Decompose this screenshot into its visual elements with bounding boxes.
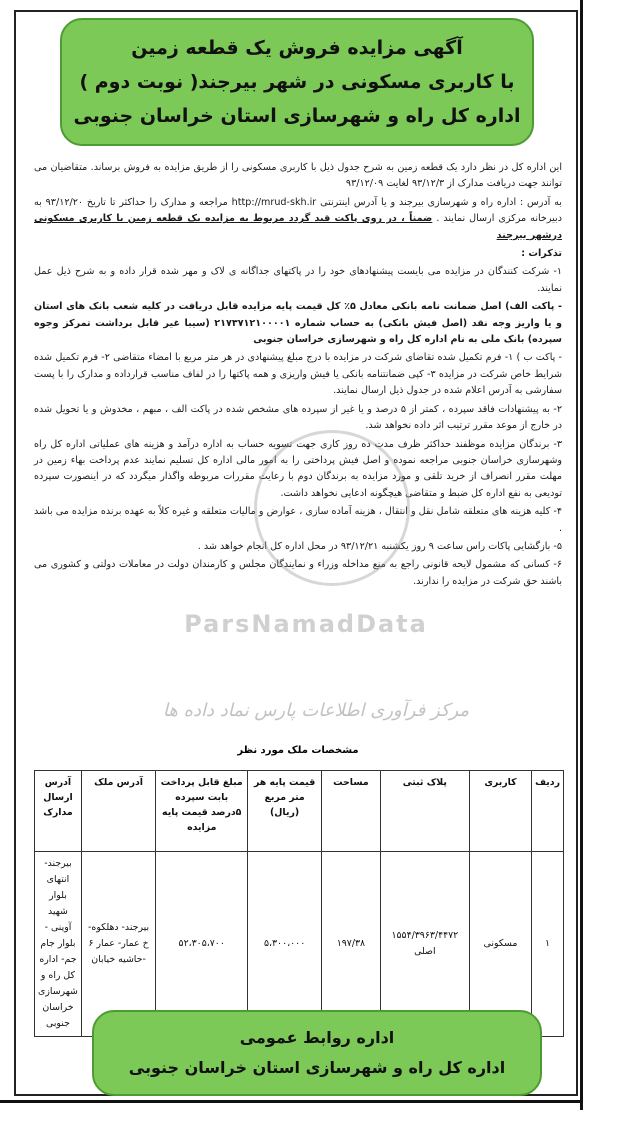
announcement-frame [14,10,578,1096]
footer-banner [92,1010,542,1096]
header-base-price: قیمت پایه هر متر مربع (ریال) [248,771,322,852]
header-deposit: مبلغ قابل پرداخت بابت سپرده ۵درصد قیمت پایه مزایده [156,771,248,852]
header-title-line1: آگهی مزایده فروش یک قطعه زمین [131,37,463,59]
notes-title: تذکرات : [521,248,562,260]
note-6: ۶- کسانی که مشمول لایحه قانونی راجع به منع مداخله وزراء و نمایندگان مجلس و کارمندان دولت در معاملات دولتی و کشوری می باشند حق شرکت در مزایده را ندارند. [34,559,562,587]
bottom-border-line [0,1100,583,1103]
table-title: مشخصات ملک مورد نظر [237,745,359,756]
footer-line2: اداره کل راه و شهرسازی استان خراسان جنوبی [128,1058,506,1077]
note-envelope-b: - پاکت ب ) ۱- فرم تکمیل شده تقاضای شرکت در مزایده با درج مبلغ پیشنهادی در هر متر مربع با امضاء متقاضی ۲- فرم تکمیل شده شرایط خاص شرکت در مزایده ۳- کپی ضمانتنامه بانکی یا فیش واریزی و همه پاکتها را در لفاف مناسب قرارداده و مدارک را با پست سفارشی به آدرس اعلام شده در جدول ذیل ارسال نمایند. [34,352,562,397]
note-envelope-a: - پاکت الف) اصل ضمانت نامه بانکی معادل ۵٪ کل قیمت پایه مزایده قابل دریافت در کلیه شعب بانک های استان و یا واریز وجه نقد (اصل فیش بانکی) به حساب شماره ۲۱۷۳۷۱۲۱۰۰۰۰۱ (سیبا غیر قابل برداشت تمرکز وجوه سپرده) بانک ملی به نام اداره کل راه و شهرسازی خراسان جنوبی [34,301,562,346]
note-1: ۱- شرکت کنندگان در مزایده می بایست پیشنهادهای خود را در پاکتهای جداگانه ی لاک و مهر شده قرار داده و به شرح ذیل عمل نمایند. [34,266,562,294]
header-registration-plate: پلاک ثبتی [380,771,469,852]
cell-deposit: ۵۲،۳۰۵،۷۰۰ [156,852,248,1037]
header-property-address: آدرس ملک [81,771,155,852]
note-3: ۳- برندگان مزایده موظفند حداکثر ظرف مدت ده روز کاری جهت تسویه حساب به اداره درآمد و هزینه های عملیاتی اداره کل راه وشهرسازی خراسان جنوبی مراجعه نموده و اصل فیش پرداختی را به امور مالی اداره کل تسلیم نمایند عدم پرداخت بهاء زمین در مهلت مقرر انصراف از خرید تلقی و مورد مزایده به برندگان دوم با رعایت مقررات مربوطه واگذار میگردد که در اینصورت سپرده تودیعی به نفع اداره کل ضبط و متقاضی هیچگونه ادعایی نخواهد داشت. [34,438,562,499]
header-usage: کاربری [469,771,531,852]
envelope-note: ضمناً ، در روی پاکت قید گردد مربوط به مزایده یک قطعه زمین با کاربری مسکونی درشهر بیرجند [34,213,562,241]
footer-line1: اداره روابط عمومی [239,1028,395,1047]
table-row [35,852,564,1037]
note-4: ۴- کلیه هزینه های متعلقه شامل نقل و انتقال ، هزینه آماده سازی ، عوارض و مالیات متعلقه و غیره کلاً به عهده برنده مزایده می باشد . [34,506,562,534]
cell-row-number: ۱ [532,852,564,1037]
header-title-line2: با کاربری مسکونی در شهر بیرجند( نوبت دوم ) [79,71,515,93]
watermark-text: ParsNamadData [184,610,428,638]
right-border-line [580,0,583,1110]
intro-paragraph: این اداره کل در نظر دارد یک قطعه زمین به شرح جدول ذیل با کاربری مسکونی را از طریق مزایده به فروش برساند. متقاضیان می توانند جهت دریافت مدارک از ۹۳/۱۲/۳ لغایت ۹۳/۱۲/۰۹ [34,162,562,190]
website-link[interactable]: http://mrud-skh.ir [231,196,317,208]
cell-registration-plate: ۱۵۵۴/۳۹۶۳/۴۴۷۲ اصلی [380,852,469,1037]
address-text: به آدرس : اداره راه و شهرسازی بیرجند و یا آدرس اینترنتی [320,196,562,208]
header-document-address: آدرس ارسال مدارک [35,771,82,852]
note-5: ۵- بازگشایی پاکات راس ساعت ۹ روز یکشنبه ۹۳/۱۲/۲۱ در محل اداره کل انجام خواهد شد . [197,540,562,552]
cell-property-address: بیرجند- دهلکوه- خ عمار- عمار ۶ -حاشیه خیابان [81,852,155,1037]
cell-area: ۱۹۷/۳۸ [321,852,380,1037]
table-header-row [35,771,564,852]
watermark-subtext: مرکز فرآوری اطلاعات پارس نماد داده ها [162,700,470,721]
header-banner [60,18,534,146]
cell-document-address: بیرجند- انتهای بلوار شهید آوینی - بلوار جام جم- اداره کل راه و شهرسازی خراسان جنوبی [35,852,82,1037]
stamp-watermark [254,430,410,586]
header-area: مساحت [321,771,380,852]
header-row-number: ردیف [532,771,564,852]
note-2: ۲- به پیشنهادات فاقد سپرده ، کمتر از ۵ درصد و یا غیر از سپرده های مشخص شده در پاکت الف ، مبهم ، مخدوش و یا تحویل شده در خارج از موعد مقرر ترتیب اثر داده نخواهد شد. [34,403,562,432]
property-table [34,770,564,1037]
address-paragraph [34,195,562,244]
deadline-text: مراجعه و مدارک را حداکثر تا تاریخ ۹۳/۱۲/۲۰ به دبیرخانه مرکزی ارسال نمایند . [34,196,562,225]
cell-base-price: ۵،۳۰۰،۰۰۰ [248,852,322,1037]
header-title-line3: اداره کل راه و شهرسازی استان خراسان جنوبی [73,105,521,127]
cell-usage: مسکونی [469,852,531,1037]
